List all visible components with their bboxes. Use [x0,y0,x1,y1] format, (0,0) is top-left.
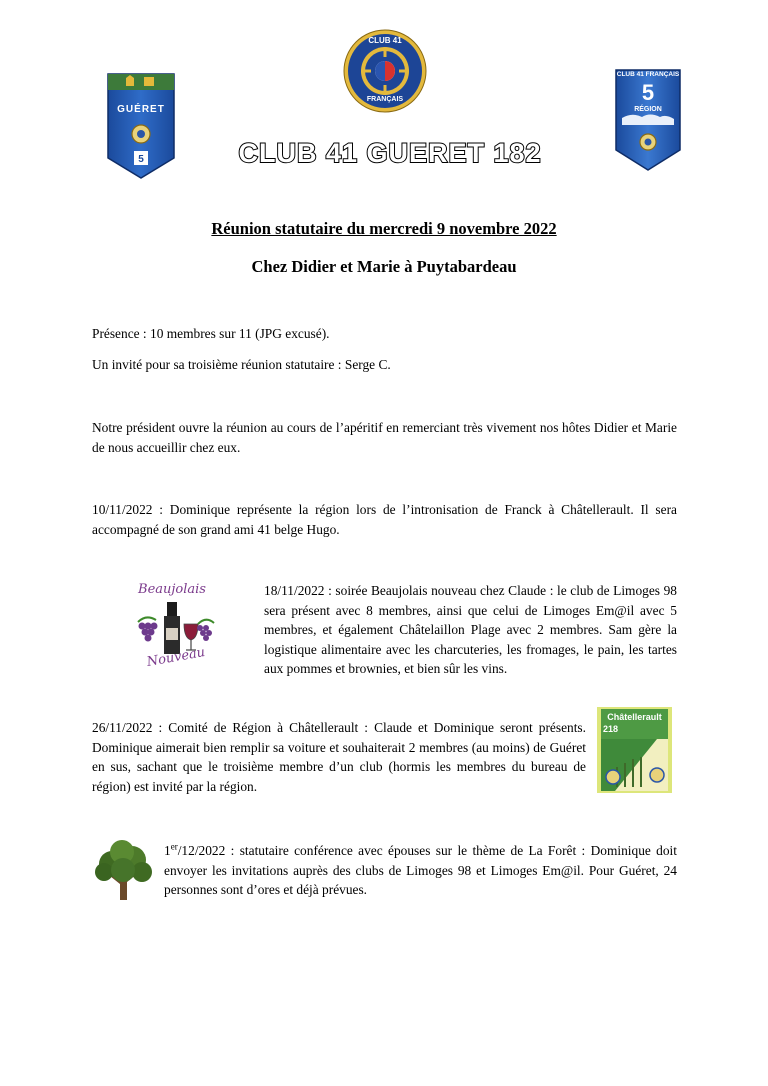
chatellerault-name: Châtellerault [607,712,662,722]
guest-line: Un invité pour sa troisième réunion statutaire : Serge C. [92,357,391,372]
beaujolais-bottom-word: Nouveau [145,645,207,670]
chatellerault-218-badge [597,707,672,793]
meeting-location: Chez Didier et Marie à Puytabardeau [251,257,517,276]
left-pennant-city: GUÉRET [117,104,165,115]
presence-line: Présence : 10 membres sur 11 (JPG excusé). [92,326,330,341]
center-logo-top-text: CLUB 41 [368,36,402,45]
beaujolais-nouveau-image [126,578,218,670]
center-logo-bottom-text: FRANÇAIS [366,96,404,103]
tree-image [92,838,154,902]
right-pennant-number: 5 [641,80,655,105]
beaujolais-top-word: Beaujolais [138,582,206,597]
right-pennant-label: RÉGION [634,106,662,113]
left-pennant-number: 5 [138,154,144,165]
meeting-title: Réunion statutaire du mercredi 9 novembre 2022 [211,219,557,238]
item-26-11-paragraph: 26/11/2022 : Comité de Région à Châtellerault : Claude et Dominique seront présents. Dominique aimerait bien remplir sa voiture et souhaiterait 2 membres (au moins) de Guéret en sus, sachant que le troisième membre d’un club (hormis les membres du bureau de région) est invité par la région. [92,720,586,794]
item-01-12-paragraph: 1er/12/2022 : statutaire conférence avec épouses sur le thème de La Forêt : Dominique doit envoyer les invitations auprès des clubs de Limoges 98 et Limoges Em@il. Pour Guéret, 24 personnes sont d’ores et déjà prévues. [164,841,677,897]
item-10-11-paragraph: 10/11/2022 : Dominique représente la région lors de l’intronisation de Franck à Châtellerault. Il sera accompagné de son grand ami 41 belge Hugo. [92,502,677,537]
club41-francais-logo [343,29,427,113]
intro-paragraph: Notre président ouvre la réunion au cours de l’apéritif en remerciant très vivement nos hôtes Didier et Marie de nous accueillir chez eux. [92,420,677,455]
chatellerault-number: 218 [603,724,619,734]
item-18-11-paragraph: 18/11/2022 : soirée Beaujolais nouveau chez Claude : le club de Limoges 98 sera présent avec 8 membres, ainsi que celui de Limoges Em@il avec 5 membres, et également Châtelaillon Plage avec 2 membres. Sam gère la logistique alimentaire avec les charcuteries, les fromages, le pain, les tartes aux pommes et brownies, et bien sûr les vins. [264,583,677,676]
right-pennant-top-text: CLUB 41 FRANÇAIS [616,71,680,78]
page-title: CLUB 41 GUERET 182 [238,138,542,168]
